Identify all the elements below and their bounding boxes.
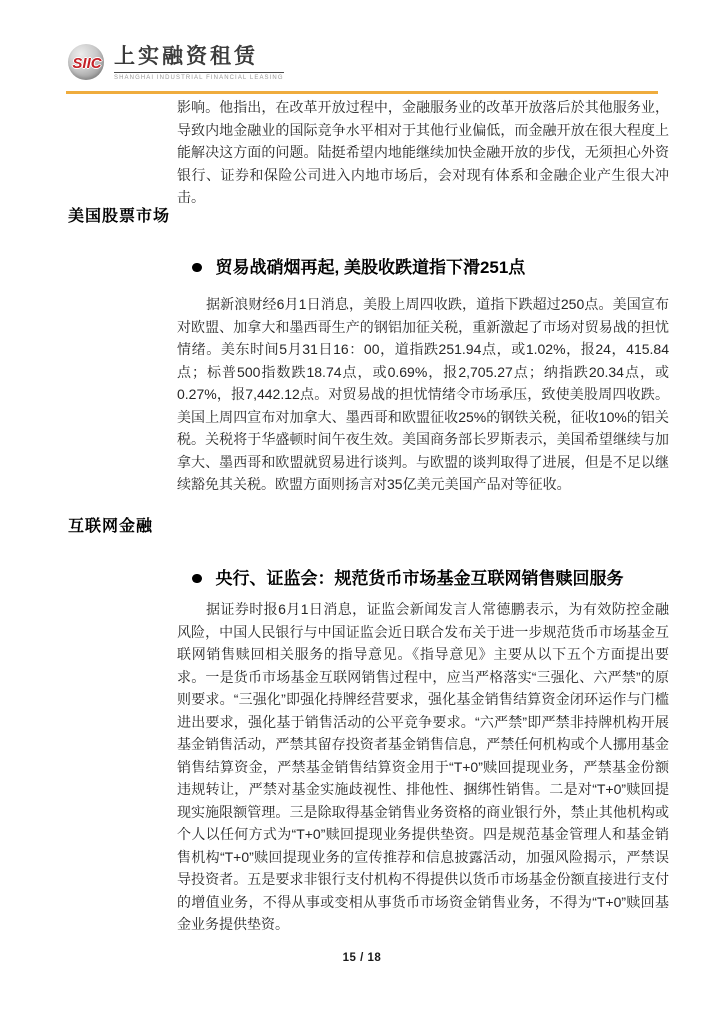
news-body: 据证券时报6月1日消息，证监会新闻发言人常德鹏表示，为有效防控金融风险，中国人民银行与中国证监会近日联合发布关于进一步规范货币市场基金互联网销售赎回相关服务的指导意见。《指导意见》主要从以下五个方面提出要求。一是货币市场基金互联网销售过程中，应当严格落实“三强化、六严禁”的原则要求。“三强化”即强化持牌经营要求，强化基金销售结算资金闭环运作与门槛进出要求，强化基于销售活动的公平竞争要求。“六严禁”即严禁非持牌机构开展基金销售活动，严禁其留存投资者基金销售信息，严禁任何机构或个人挪用基金销售结算资金，严禁基金销售结算资金用于“T+0”赎回提现业务，严禁基金份额违规转让，严禁对基金实施歧视性、排他性、捆绑性销售。二是对“T+0”赎回提现实施限额管理。三是除取得基金销售业务资格的商业银行外，禁止其他机构或个人以任何方式为“T+0”赎回提现业务提供垫资。四是规范基金管理人和基金销售机构“T+0”赎回提现业务的宣传推荐和信息披露活动，加强风险揭示，严禁误导投资者。五是要求非银行支付机构不得提供以货币市场基金份额直接进行支付的增值业务，不得从事或变相从事货币市场资金销售业务，不得为“T+0”赎回基金业务提供垫资。: [177, 601, 669, 932]
logo-wordmark: [114, 44, 284, 81]
news-headline-text: 贸易战硝烟再起, 美股收跌道指下滑251点: [215, 258, 526, 277]
siic-logo-text: SIIC: [72, 55, 102, 72]
company-name-cn: 上实融资租赁: [114, 44, 284, 73]
siic-globe-icon: [68, 44, 104, 80]
news-headline: [192, 257, 670, 278]
company-logo: [68, 44, 284, 81]
section-heading-us-stocks: 美国股票市场: [68, 208, 171, 225]
intro-paragraph: 影响。他指出，在改革开放过程中，金融服务业的改革开放落后於其他服务业，导致内地金融业的国际竞争水平相对于其他行业偏低，而金融开放在很大程度上能解决这方面的问题。陆挺希望内地能继续加快金融开放的步伐，无须担心外资银行、证券和保险公司进入内地市场后，会对现有体系和金融企业产生很大冲击。: [177, 99, 669, 205]
bullet-icon: [192, 574, 202, 584]
bullet-icon: [192, 263, 202, 273]
header-divider-rule: [66, 91, 658, 94]
section-heading-internet-finance: 互联网金融: [68, 518, 154, 535]
news-headline: [192, 568, 670, 589]
news-body: 据新浪财经6月1日消息，美股上周四收跌，道指下跌超过250点。美国宣布对欧盟、加拿大和墨西哥生产的钢铝加征关税，重新激起了市场对贸易战的担忧情绪。美东时间5月31日16：00，道指跌251.94点，或1.02%，报24，415.84点；标普500指数跌18.74点，或0.69%，报2,705.27点；纳指跌20.34点，或0.27%，报7,442.12点。对贸易战的担忧情绪令市场承压，致使美股周四收跌。美国上周四宣布对加拿大、墨西哥和欧盟征收25%的钢铁关税，征收10%的铝关税。关税将于华盛顿时间午夜生效。美国商务部长罗斯表示，美国希望继续与加拿大、墨西哥和欧盟就贸易进行谈判。与欧盟的谈判取得了进展，但是不足以继续豁免其关税。欧盟方面则扬言对35亿美元美国产品对等征收。: [177, 296, 669, 492]
page-number: 15 / 18: [342, 952, 382, 964]
news-headline-text: 央行、证监会：规范货币市场基金互联网销售赎回服务: [215, 569, 624, 588]
company-name-en: SHANGHAI INDUSTRIAL FINANCIAL LEASING: [114, 75, 284, 81]
